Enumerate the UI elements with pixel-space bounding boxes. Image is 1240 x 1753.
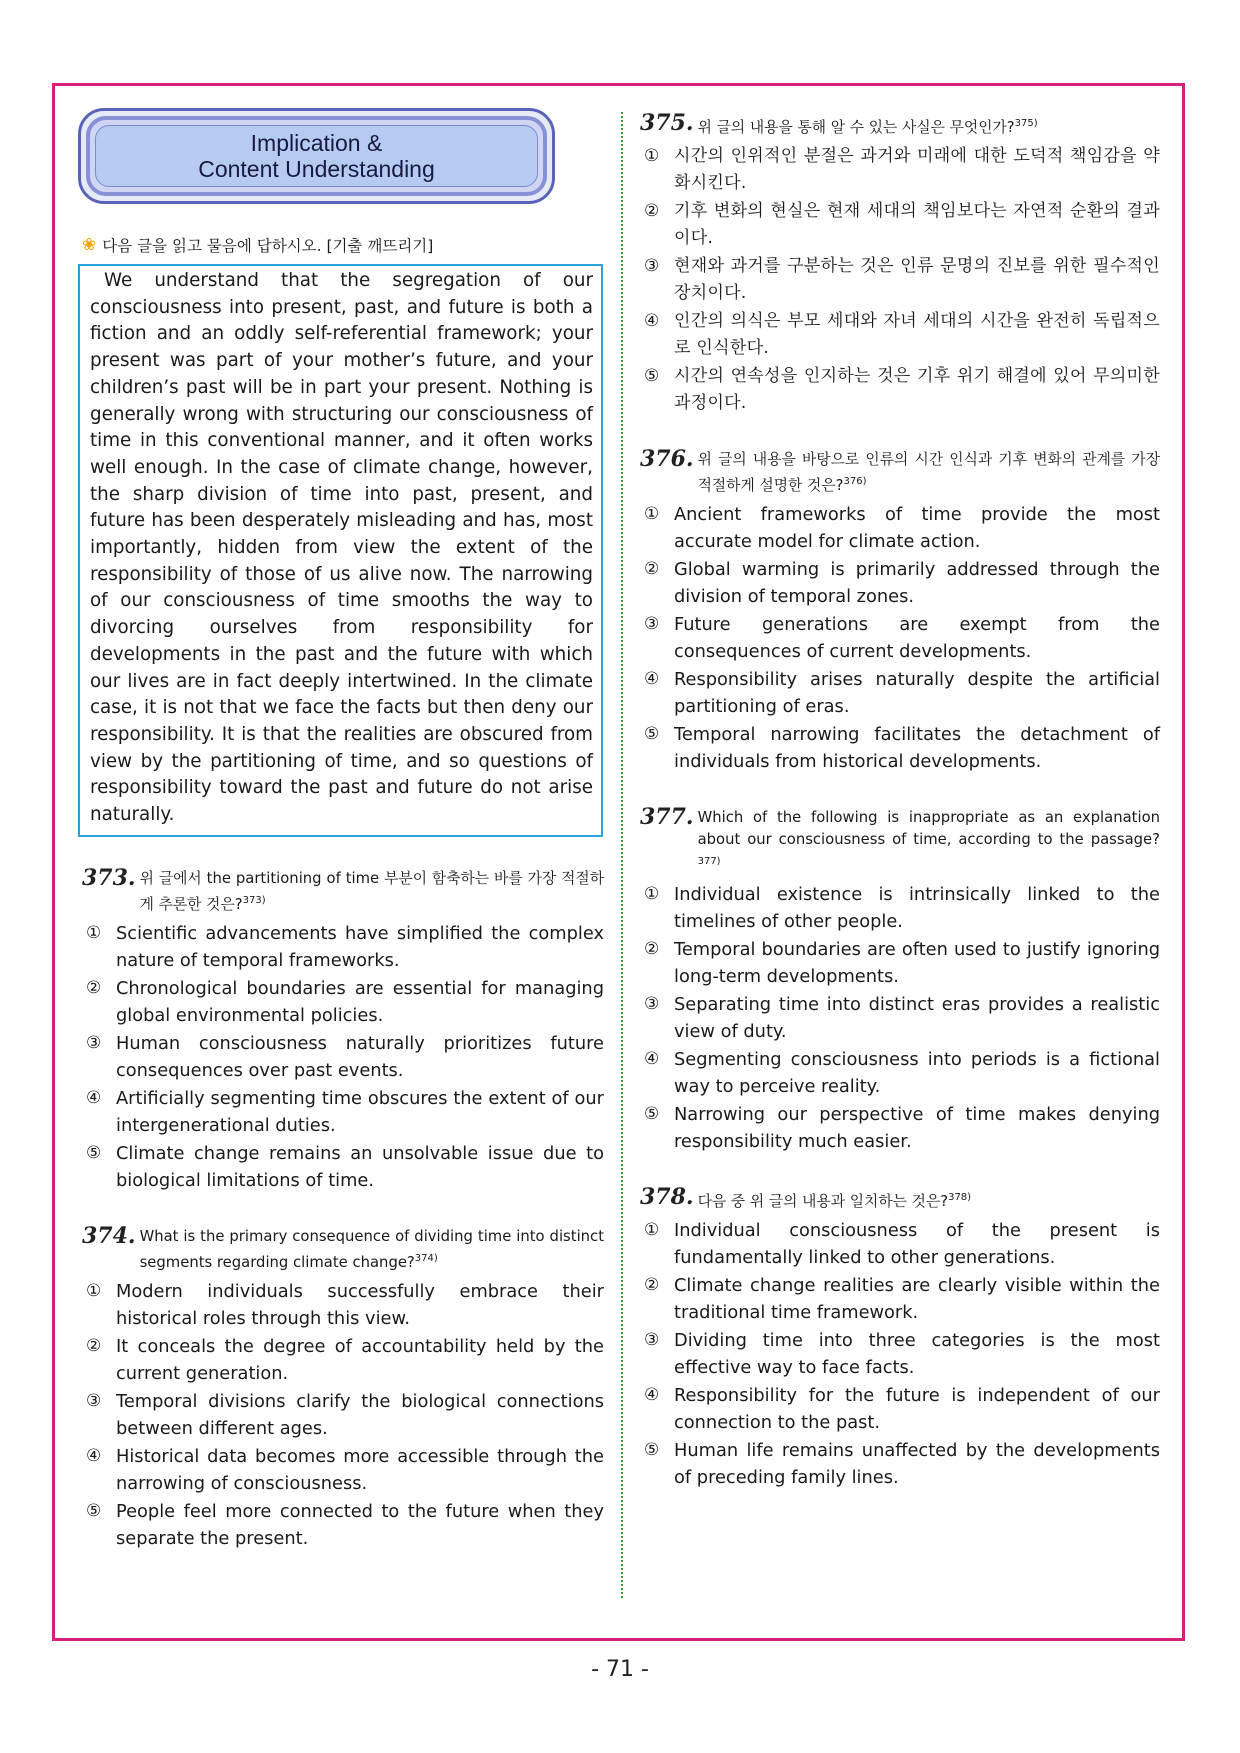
question-number: 374. (82, 1222, 136, 1249)
section-title-line2: Content Understanding (198, 156, 435, 182)
answer-option (640, 253, 1160, 308)
option-marker: ① (644, 1219, 660, 1240)
option-marker: ④ (86, 1445, 102, 1466)
answer-options (640, 1217, 1160, 1492)
answer-option (640, 143, 1160, 198)
answer-options (82, 920, 604, 1195)
answer-option (640, 881, 1160, 936)
answer-option (640, 1327, 1160, 1382)
question-375 (640, 112, 1160, 418)
answer-option (640, 501, 1160, 556)
answer-option (640, 936, 1160, 991)
answer-option (640, 1382, 1160, 1437)
question-number: 377. (640, 803, 694, 830)
left-column (82, 108, 604, 1553)
option-marker: ⑤ (86, 1142, 102, 1163)
option-marker: ⑤ (644, 365, 660, 386)
instruction-text: 다음 글을 읽고 물음에 답하시오. [기출 깨뜨리기] (102, 237, 434, 255)
answer-option (82, 1030, 604, 1085)
option-marker: ⑤ (644, 1103, 660, 1124)
question-376 (640, 445, 1160, 776)
option-marker: ② (86, 1335, 102, 1356)
option-text: 시간의 인위적인 분절은 과거와 미래에 대한 도덕적 책임감을 약화시킨다. (674, 145, 1160, 194)
option-text: Responsibility for the future is independent of our connection to the past. (674, 1384, 1160, 1434)
option-text: Temporal narrowing facilitates the detachment of individuals from historical developments. (674, 723, 1160, 773)
question-text (140, 1225, 604, 1274)
option-marker: ③ (86, 1032, 102, 1053)
question-text (698, 806, 1160, 877)
option-text: Climate change realities are clearly visible within the traditional time framework. (674, 1274, 1160, 1324)
question-377 (640, 803, 1160, 1156)
option-text: Future generations are exempt from the consequences of current developments. (674, 613, 1160, 663)
question-number: 375. (640, 110, 694, 136)
option-marker: ③ (644, 993, 660, 1014)
answer-option (640, 308, 1160, 363)
answer-option (640, 363, 1160, 418)
option-text: Historical data becomes more accessible through the narrowing of consciousness. (116, 1445, 604, 1495)
answer-option (640, 991, 1160, 1046)
question-text-body: 다음 중 위 글의 내용과 일치하는 것은? (697, 1192, 949, 1210)
answer-option (82, 1388, 604, 1443)
option-text: Modern individuals successfully embrace their historical roles through this view. (116, 1280, 604, 1330)
option-text: Individual consciousness of the present is fundamentally linked to other generations. (674, 1219, 1160, 1269)
question-text-body: 위 글의 내용을 통해 알 수 있는 사실은 무엇인가? (697, 118, 1015, 136)
option-marker: ③ (644, 1329, 660, 1350)
answer-option (640, 721, 1160, 776)
option-text: 현재와 과거를 구분하는 것은 인류 문명의 진보를 위한 필수적인 장치이다. (674, 255, 1160, 304)
option-text: Separating time into distinct eras provides a realistic view of duty. (674, 993, 1160, 1043)
right-column (640, 112, 1160, 1492)
answer-options (640, 881, 1160, 1156)
option-text: Temporal divisions clarify the biological connections between different ages. (116, 1390, 604, 1440)
option-marker: ⑤ (86, 1500, 102, 1521)
question-text (698, 112, 1038, 139)
question-text-body: What is the primary consequence of dividing time into distinct segments regarding climate change? (139, 1227, 604, 1271)
option-text: Human life remains unaffected by the developments of preceding family lines. (674, 1439, 1160, 1489)
question-text (698, 1186, 971, 1213)
footnote-ref: 377) (697, 855, 721, 867)
section-title (95, 125, 538, 187)
section-title-badge (78, 108, 555, 204)
option-marker: ④ (644, 1384, 660, 1405)
option-text: Human consciousness naturally prioritizes future consequences over past events. (116, 1032, 604, 1082)
option-marker: ③ (644, 613, 660, 634)
instruction (82, 234, 604, 256)
question-text (698, 448, 1160, 497)
option-marker: ④ (644, 310, 660, 331)
column-divider (621, 112, 623, 1598)
option-text: Artificially segmenting time obscures the extent of our intergenerational duties. (116, 1087, 604, 1137)
question-text-body: 위 글의 내용을 바탕으로 인류의 시간 인식과 기후 변화의 관계를 가장 적절하게 설명한 것은? (697, 450, 1160, 494)
option-text: Individual existence is intrinsically linked to the timelines of other people. (674, 883, 1160, 933)
option-text: Segmenting consciousness into periods is a fictional way to perceive reality. (674, 1048, 1160, 1098)
question-stem (82, 864, 604, 916)
option-marker: ① (86, 1280, 102, 1301)
option-text: 인간의 의식은 부모 세대와 자녀 세대의 시간을 완전히 독립적으로 인식한다. (674, 310, 1160, 359)
answer-option (640, 1101, 1160, 1156)
option-text: Dividing time into three categories is the most effective way to face facts. (674, 1329, 1160, 1379)
option-text: Global warming is primarily addressed through the division of temporal zones. (674, 558, 1160, 608)
option-marker: ⑤ (644, 723, 660, 744)
option-marker: ④ (86, 1087, 102, 1108)
question-number: 373. (82, 864, 136, 891)
option-marker: ④ (644, 668, 660, 689)
option-text: Scientific advancements have simplified the complex nature of temporal frameworks. (116, 922, 604, 972)
question-373 (82, 864, 604, 1195)
option-marker: ② (644, 200, 660, 221)
option-text: Temporal boundaries are often used to justify ignoring long-term developments. (674, 938, 1160, 988)
answer-option (640, 1272, 1160, 1327)
option-text: 시간의 연속성을 인지하는 것은 기후 위기 해결에 있어 무의미한 과정이다. (674, 365, 1160, 414)
question-text (140, 867, 604, 916)
option-text: Chronological boundaries are essential for managing global environmental policies. (116, 977, 604, 1027)
question-stem (640, 803, 1160, 877)
answer-options (640, 143, 1160, 418)
answer-option (82, 975, 604, 1030)
answer-option (82, 1333, 604, 1388)
option-text: Climate change remains an unsolvable issue due to biological limitations of time. (116, 1142, 604, 1192)
option-text: Ancient frameworks of time provide the most accurate model for climate action. (674, 503, 1160, 553)
option-text: People feel more connected to the future when they separate the present. (116, 1500, 604, 1550)
answer-option (82, 1443, 604, 1498)
option-marker: ② (644, 558, 660, 579)
answer-options (640, 501, 1160, 776)
question-text-body: Which of the following is inappropriate as an explanation about our consciousness of time, according to the passage? (697, 808, 1160, 848)
answer-option (640, 611, 1160, 666)
question-stem (640, 445, 1160, 497)
answer-option (640, 666, 1160, 721)
footnote-ref: 374) (414, 1252, 438, 1264)
answer-option (640, 556, 1160, 611)
question-378 (640, 1183, 1160, 1492)
answer-option (82, 1085, 604, 1140)
option-marker: ① (644, 883, 660, 904)
reading-passage: We understand that the segregation of our consciousness into present, past, and future is both a fiction and an oddly self-referential framework; your present was part of your mother’s future, and your children’s past will be in part your present. Nothing is generally wrong with structuring our consciousness of time in this conventional manner, and it often works well enough. In the case of climate change, however, the sharp division of time into past, present, and future has been desperately misleading and has, most importantly, hidden from view the extent of the responsibility of those of us alive now. The narrowing of our consciousness of time smooths the way to divorcing ourselves from responsibility for developments in the past and the future with which our lives are in fact deeply intertwined. In the climate case, it is not that we face the facts but then deny our responsibility. It is that the realities are obscured from view by the partitioning of time, and so questions of responsibility toward the past and future do not arise naturally. (78, 264, 603, 837)
answer-option (82, 1140, 604, 1195)
option-marker: ② (644, 1274, 660, 1295)
option-marker: ② (86, 977, 102, 998)
option-marker: ① (86, 922, 102, 943)
answer-option (640, 1046, 1160, 1101)
question-number: 376. (640, 445, 694, 472)
flower-icon: ❀ (82, 235, 97, 255)
answer-option (82, 1498, 604, 1553)
answer-option (640, 1217, 1160, 1272)
option-text: Narrowing our perspective of time makes denying responsibility much easier. (674, 1103, 1160, 1153)
page-number: - 71 - (591, 1657, 649, 1682)
answer-option (82, 1278, 604, 1333)
footnote-ref: 376) (843, 475, 867, 487)
question-stem (640, 1183, 1160, 1213)
section-title-line1: Implication & (250, 130, 383, 156)
answer-option (82, 920, 604, 975)
option-text: Responsibility arises naturally despite the artificial partitioning of eras. (674, 668, 1160, 718)
option-text: 기후 변화의 현실은 현재 세대의 책임보다는 자연적 순환의 결과이다. (674, 200, 1160, 249)
option-marker: ④ (644, 1048, 660, 1069)
option-marker: ③ (86, 1390, 102, 1411)
option-marker: ⑤ (644, 1439, 660, 1460)
answer-option (640, 1437, 1160, 1492)
answer-options (82, 1278, 604, 1553)
option-marker: ① (644, 503, 660, 524)
footnote-ref: 373) (242, 894, 266, 906)
question-text-body: 위 글에서 the partitioning of time 부분이 함축하는 바를 가장 적절하게 추론한 것은? (139, 869, 604, 913)
option-marker: ① (644, 145, 660, 166)
question-374 (82, 1222, 604, 1553)
question-number: 378. (640, 1183, 694, 1210)
option-marker: ③ (644, 255, 660, 276)
option-marker: ② (644, 938, 660, 959)
question-stem (640, 112, 1160, 139)
option-text: It conceals the degree of accountability held by the current generation. (116, 1335, 604, 1385)
question-stem (82, 1222, 604, 1274)
answer-option (640, 198, 1160, 253)
footnote-ref: 375) (1014, 118, 1038, 129)
footnote-ref: 378) (948, 1191, 972, 1203)
